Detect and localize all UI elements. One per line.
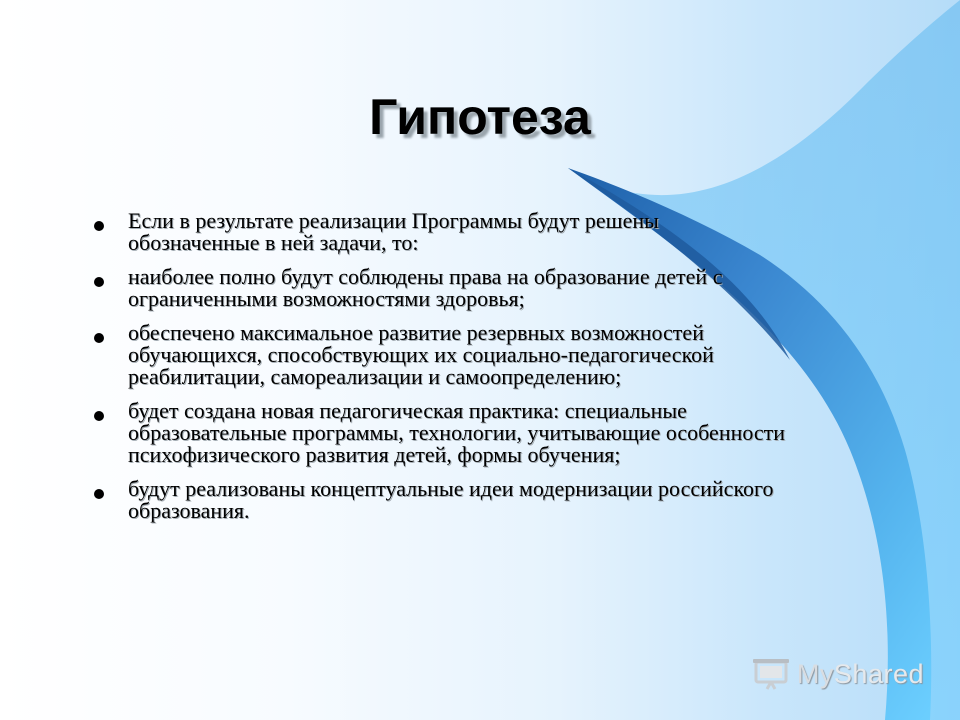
bullet-text: Если в результате реализации Программы будут решены обозначенные в ней задачи, то: — [128, 208, 659, 255]
slide-title: Гипотеза — [369, 89, 591, 145]
bullet-text: будет создана новая педагогическая практика: специальные образовательные программы, технологии, учитывающие особенности психофизического развития детей, формы обучения; — [128, 398, 786, 467]
bullet-text: обеспечено максимальное развитие резервных возможностей обучающихся, способствующих их социально-педагогической реабилитации, самореализации и самоопределению; — [128, 320, 714, 389]
bullet-dot-icon — [94, 221, 104, 231]
list-item — [92, 322, 792, 388]
bullet-dot-icon — [94, 277, 104, 287]
projector-screen-icon — [753, 658, 793, 690]
bullet-text: наиболее полно будут соблюдены права на образование детей с ограниченными возможностями здоровья; — [128, 264, 723, 311]
watermark-text: MyShared — [796, 658, 924, 689]
bullet-list — [92, 210, 792, 534]
bullet-text: будут реализованы концептуальные идеи модернизации российского образования. — [128, 476, 774, 523]
list-item — [92, 266, 792, 310]
bullet-dot-icon — [94, 489, 104, 499]
myshared-watermark — [753, 658, 924, 690]
list-item — [92, 400, 792, 466]
list-item — [92, 478, 792, 522]
bullet-dot-icon — [94, 411, 104, 421]
list-item — [92, 210, 792, 254]
bullet-dot-icon — [94, 333, 104, 343]
